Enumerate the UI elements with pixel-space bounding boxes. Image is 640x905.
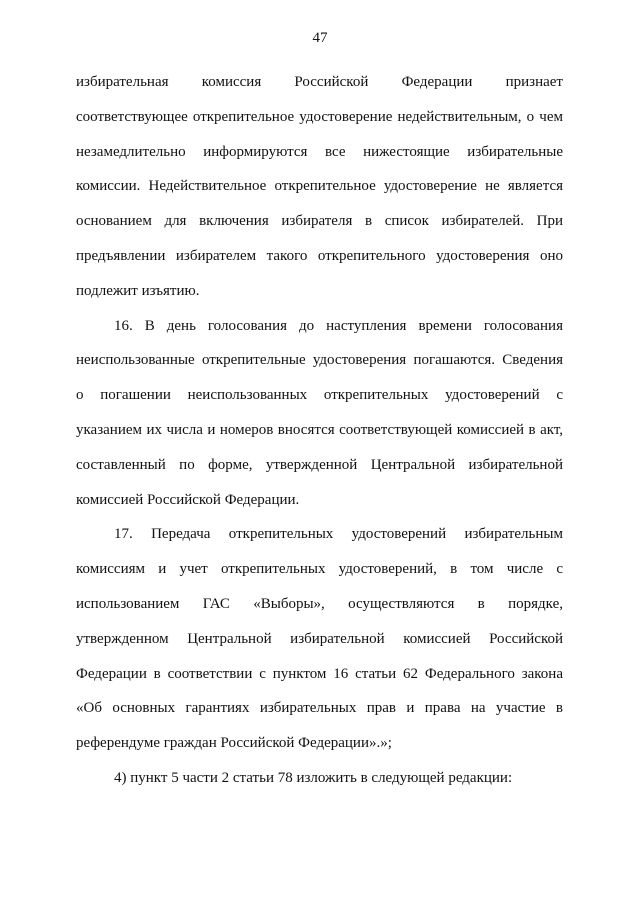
text-line: предъявлении избирателем такого открепительного удостоверения оно — [76, 247, 563, 264]
text-line: незамедлительно информируются все нижестоящие избирательные — [76, 143, 563, 160]
page-number: 47 — [312, 30, 328, 46]
text-line: 4) пункт 5 части 2 статьи 78 изложить в следующей редакции: — [114, 769, 513, 786]
text-line: комиссией Российской Федерации. — [76, 491, 300, 508]
paragraph-item-16 — [76, 309, 563, 518]
text-line: Федерации в соответствии с пунктом 16 статьи 62 Федерального закона — [76, 665, 563, 682]
text-line: использованием ГАС «Выборы», осуществляются в порядке, — [76, 595, 563, 612]
text-line: указанием их числа и номеров вносятся соответствующей комиссией в акт, — [76, 421, 563, 438]
text-line: комиссиям и учет открепительных удостоверений, в том числе с — [76, 561, 563, 578]
paragraph-continuation — [76, 65, 563, 309]
text-line: 16. В день голосования до наступления времени голосования — [114, 317, 563, 334]
paragraph-item-17 — [76, 517, 563, 761]
text-line: утвержденном Центральной избирательной комиссией Российской — [76, 630, 563, 647]
text-line: референдуме граждан Российской Федерации».»; — [76, 735, 392, 752]
document-body — [76, 65, 563, 796]
text-line: подлежит изъятию. — [76, 282, 200, 299]
text-line: неиспользованные открепительные удостоверения погашаются. Сведения — [76, 352, 563, 369]
text-line: основанием для включения избирателя в список избирателей. При — [76, 213, 563, 230]
text-line: комиссии. Недействительное открепительное удостоверение не является — [76, 178, 563, 195]
paragraph-item-4 — [76, 761, 563, 796]
text-line: избирательная комиссия Российской Федерации признает — [76, 74, 563, 90]
text-line: 17. Передача открепительных удостоверений избирательным — [114, 526, 563, 543]
text-line: «Об основных гарантиях избирательных прав и права на участие в — [76, 700, 563, 717]
text-line: соответствующее открепительное удостоверение недействительным, о чем — [76, 108, 563, 125]
text-line: составленный по форме, утвержденной Центральной избирательной — [76, 456, 563, 473]
text-line: о погашении неиспользованных открепительных удостоверений с — [76, 387, 563, 404]
